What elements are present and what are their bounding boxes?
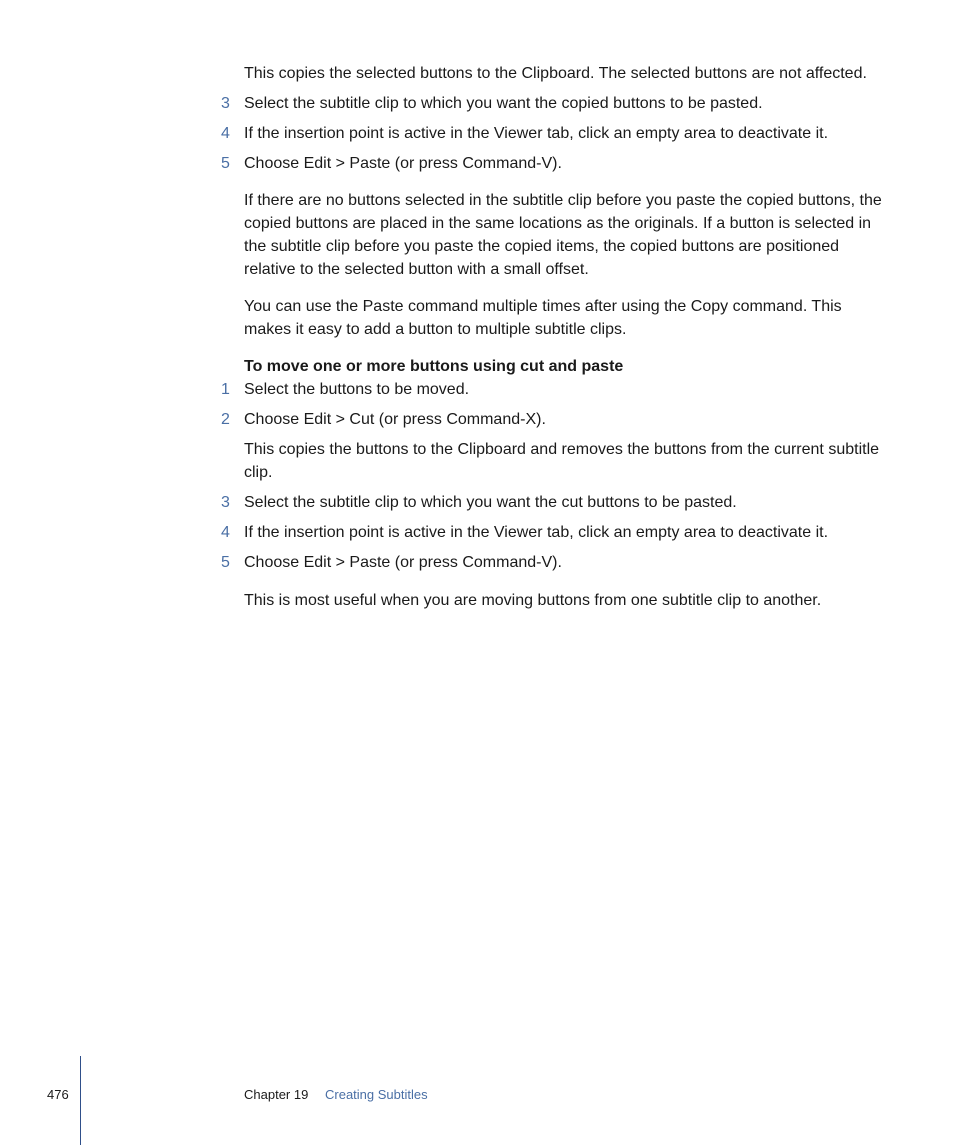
step-number: 3 bbox=[221, 494, 230, 511]
cut-result-paragraph: This copies the buttons to the Clipboard and removes the buttons from the current subtitle clip. bbox=[244, 441, 880, 481]
step-number: 2 bbox=[221, 411, 230, 428]
step-item bbox=[0, 92, 900, 115]
multiple-paste-paragraph: You can use the Paste command multiple times after using the Copy command. This makes it easy to add a button to multiple subtitle clips. bbox=[244, 298, 842, 338]
step-text: Select the subtitle clip to which you want the cut buttons to be pasted. bbox=[244, 494, 737, 511]
step-item bbox=[0, 122, 900, 145]
step-text: Select the subtitle clip to which you want the copied buttons to be pasted. bbox=[244, 95, 763, 112]
step-number: 4 bbox=[221, 125, 230, 142]
paste-behavior-paragraph: If there are no buttons selected in the subtitle clip before you paste the copied buttons, the copied buttons are placed in the same locations as the originals. If a button is selected in the subtitle clip before you paste the copied items, the copied buttons are positioned relative to the selected button with a small offset. bbox=[244, 192, 882, 278]
useful-note-paragraph: This is most useful when you are moving buttons from one subtitle clip to another. bbox=[244, 592, 822, 609]
step-item bbox=[0, 408, 900, 431]
chapter-title: Creating Subtitles bbox=[325, 1087, 428, 1102]
intro-paragraph: This copies the selected buttons to the Clipboard. The selected buttons are not affected. bbox=[244, 65, 867, 82]
step-item bbox=[0, 551, 900, 574]
step-number: 3 bbox=[221, 95, 230, 112]
step-item bbox=[0, 152, 900, 175]
page-number: 476 bbox=[47, 1087, 69, 1102]
step-text: Select the buttons to be moved. bbox=[244, 381, 470, 398]
step-text: Choose Edit > Cut (or press Command-X). bbox=[244, 411, 546, 428]
step-item bbox=[0, 491, 900, 514]
step-item bbox=[0, 378, 900, 401]
footer-divider bbox=[80, 1056, 81, 1145]
step-number: 1 bbox=[221, 381, 230, 398]
step-number: 4 bbox=[221, 524, 230, 541]
step-text: If the insertion point is active in the Viewer tab, click an empty area to deactivate it. bbox=[244, 524, 829, 541]
step-number: 5 bbox=[221, 155, 230, 172]
cut-paste-heading: To move one or more buttons using cut and paste bbox=[244, 358, 624, 375]
step-number: 5 bbox=[221, 554, 230, 571]
step-text: Choose Edit > Paste (or press Command-V). bbox=[244, 155, 562, 172]
chapter-label: Chapter 19 bbox=[244, 1087, 309, 1102]
step-text: If the insertion point is active in the Viewer tab, click an empty area to deactivate it. bbox=[244, 125, 829, 142]
step-text: Choose Edit > Paste (or press Command-V). bbox=[244, 554, 562, 571]
step-item bbox=[0, 521, 900, 544]
